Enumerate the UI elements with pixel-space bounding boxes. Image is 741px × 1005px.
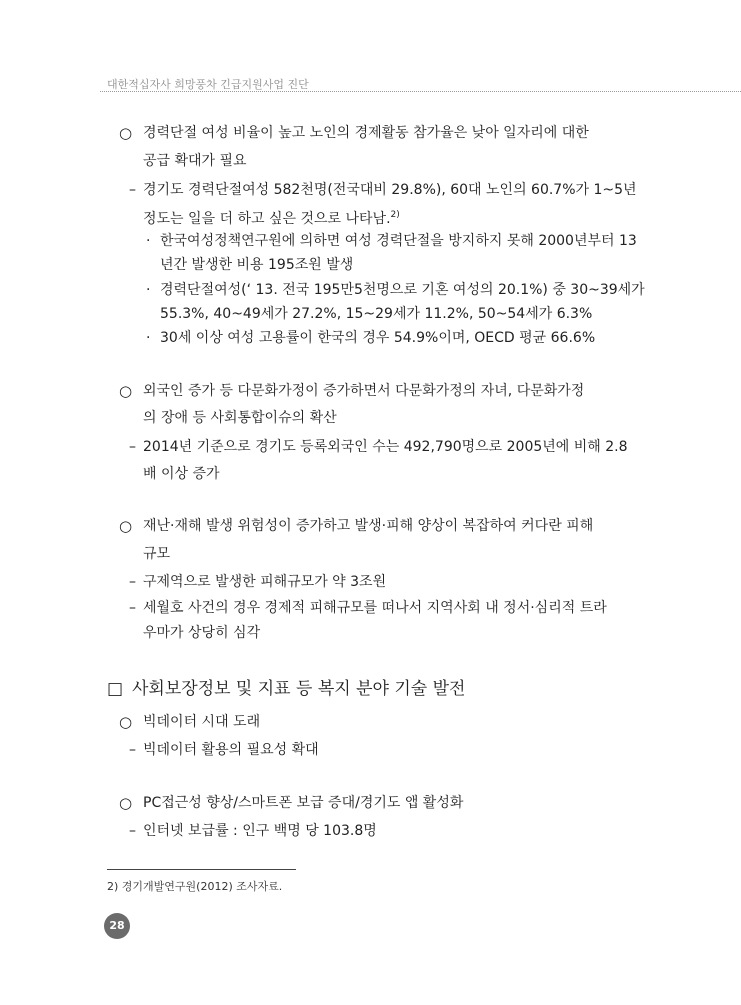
dash-text: 인터넷 보급률 : 인구 백명 당 103.8명 [143,823,377,839]
dash-marker: – [129,823,136,839]
dash-text: 2014년 기준으로 경기도 등록외국인 수는 492,790명으로 2005년에 비해 2.8 [143,439,628,455]
footnote-text: 2) 경기개발연구원(2012) 조사자료. [107,880,283,893]
dash-marker: – [129,742,136,758]
dash-marker: – [129,439,136,455]
header-divider [100,91,741,92]
dot-marker: · [146,282,151,298]
circle-bullet-icon: ○ [119,794,133,812]
dot-marker: · [146,233,151,249]
bullet-text: 공급 확대가 필요 [143,153,247,169]
bullet-text: 외국인 증가 등 다문화가정이 증가하면서 다문화가정의 자녀, 다문화가정 [143,383,585,399]
circle-bullet-icon: ○ [119,517,133,535]
section-heading: 사회보장정보 및 지표 등 복지 분야 기술 발전 [132,679,466,699]
dash-text: 빅데이터 활용의 필요성 확대 [143,742,319,758]
sub-item-text: 한국여성정책연구원에 의하면 여성 경력단절을 방지하지 못해 2000년부터 13 [160,233,637,249]
page-number-badge: 28 [104,913,130,939]
bullet-text: 재난·재해 발생 위험성이 증가하고 발생·피해 양상이 복잡하여 커다란 피해 [143,518,594,534]
circle-bullet-icon: ○ [119,124,133,142]
dash-marker: – [129,600,136,616]
footnote-reference[interactable]: 2) [390,210,400,220]
sub-item-text: 55.3%, 40~49세가 27.2%, 15~29세가 11.2%, 50~54세가 6.3% [160,306,593,322]
sub-item-text: 30세 이상 여성 고용률이 한국의 경우 54.9%이며, OECD 평균 66.6% [160,330,596,346]
circle-bullet-icon: ○ [119,713,133,731]
dash-text: 경기도 경력단절여성 582천명(전국대비 29.8%), 60대 노인의 60.7%가 1~5년 [143,182,637,198]
footnote-divider [107,869,296,870]
dot-marker: · [146,330,151,346]
bullet-text: PC접근성 향상/스마트폰 보급 증대/경기도 앱 활성화 [143,795,464,811]
bullet-text: 경력단절 여성 비율이 높고 노인의 경제활동 참가율은 낮아 일자리에 대한 [143,125,589,141]
dash-marker: – [129,574,136,590]
dash-text: 우마가 상당히 심각 [143,625,261,641]
sub-item-text: 년간 발생한 비용 195조원 발생 [160,257,354,273]
bullet-text: 빅데이터 시대 도래 [143,714,261,730]
header-title: 대한적십자사 희망풍차 긴급지원사업 진단 [107,78,309,91]
dash-marker: – [129,182,136,198]
dash-text: 배 이상 증가 [143,466,220,482]
circle-bullet-icon: ○ [119,382,133,400]
sub-item-text: 경력단절여성(‘ 13. 전국 195만5천명으로 기혼 여성의 20.1%) 중 30~39세가 [160,282,645,298]
bullet-text: 의 장애 등 사회통합이슈의 확산 [143,410,337,426]
dash-text-body: 정도는 일을 더 하고 싶은 것으로 나타남. [143,211,391,227]
square-bullet-icon: □ [107,679,124,699]
dash-text: 구제역으로 발생한 피해규모가 약 3조원 [143,574,387,590]
bullet-text: 규모 [143,546,171,562]
dash-text: 세월호 사건의 경우 경제적 피해규모를 떠나서 지역사회 내 정서·심리적 트라 [143,600,607,616]
dash-text [143,205,400,229]
